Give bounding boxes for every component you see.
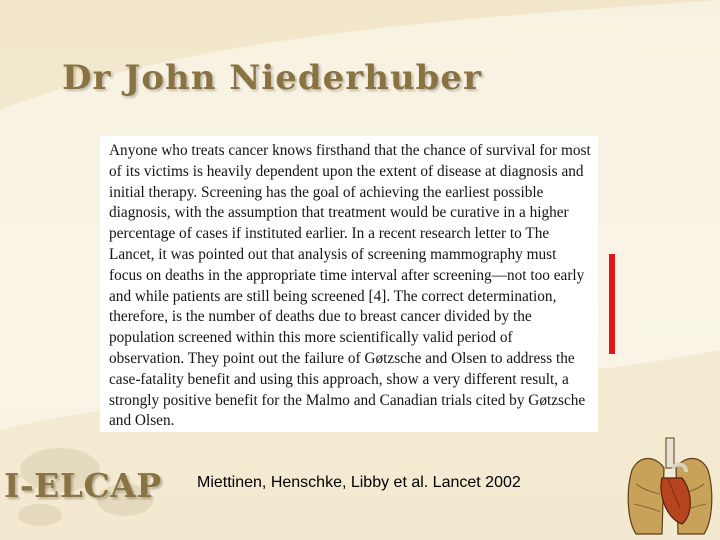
quote-text: Anyone who treats cancer knows firsthand that the chance of survival for most of its victims is heavily dependent upon the extent of disease at diagnosis and initial therapy. Screening has the goal of achieving the earliest possible diagnosis, with the assumption that treatment would be curative in a higher percentage of cases if instituted earlier. In a recent research letter to The Lancet, it was pointed out that analysis of screening mammography must focus on deaths in the appropriate time interval after screening—not too early and while patients are still being screened [4]. The correct determination, therefore, is the number of deaths due to breast cancer divided by the population screened within this more scientifically valid period of observation. They point out the failure of Gøtzsche and Olsen to address the case-fatality benefit and using this approach, show a very different result, a strongly positive benefit for the Malmo and Canadian trials cited by Gøtzsche and Olsen.: [109, 142, 591, 430]
slide-title: Dr John Niederhuber: [62, 58, 482, 98]
anatomy-heart-lungs-icon: [622, 434, 718, 538]
citation-text: Miettinen, Henschke, Libby et al. Lancet 2002: [197, 474, 521, 491]
i-elcap-logo: I-ELCAP: [4, 466, 162, 505]
red-accent-bar: [609, 254, 615, 354]
